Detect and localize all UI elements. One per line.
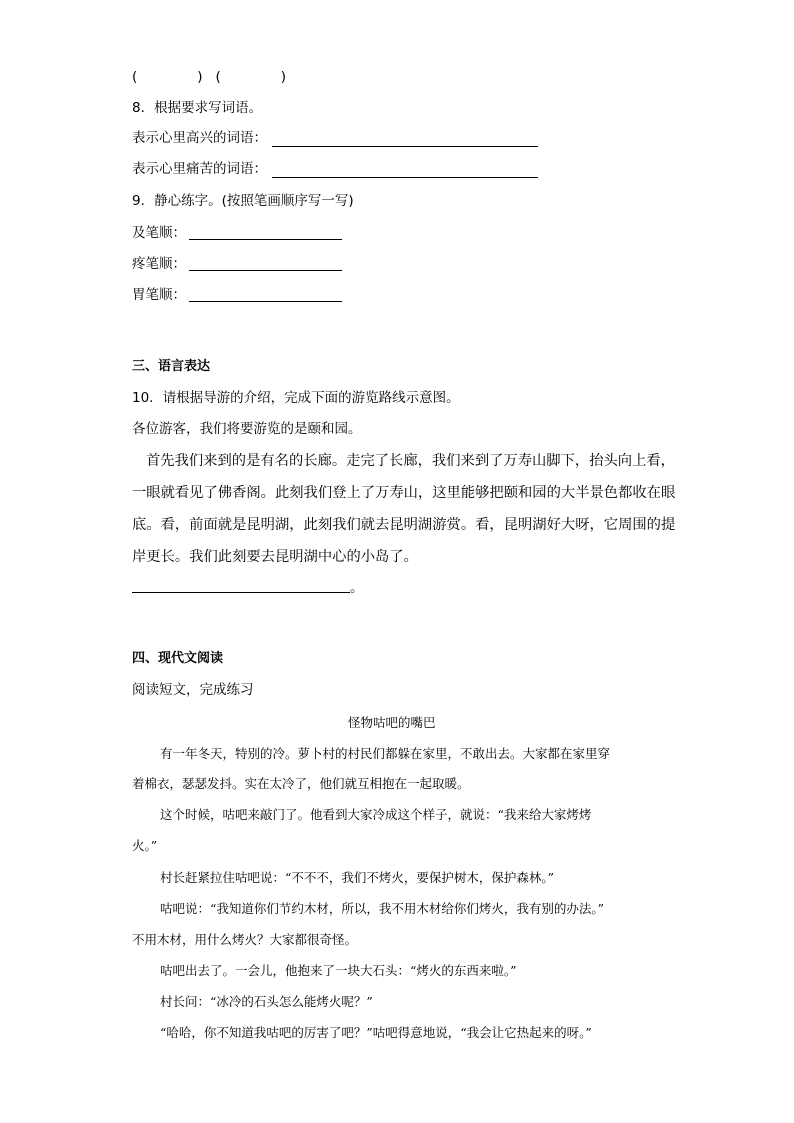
story-line: 村长赶紧拉住咕吧说：“不不不，我们不烤火，要保护树木，保护森林。” xyxy=(160,870,555,885)
question-9-title: 9．静心练字。(按照笔画顺序写一写) xyxy=(132,193,354,209)
pain-words-blank[interactable] xyxy=(272,177,538,178)
stroke-order-blank-wei[interactable] xyxy=(189,301,342,302)
stroke-order-blank-teng[interactable] xyxy=(189,270,342,271)
section-4-heading: 四、现代文阅读 xyxy=(132,651,224,666)
story-line: 有一年冬天，特别的冷。萝卜村的村民们都躲在家里，不敢出去。大家都在家里穿 xyxy=(160,746,611,761)
story-line: 着棉衣，瑟瑟发抖。实在太冷了，他们就互相抱在一起取暖。 xyxy=(132,776,470,791)
question-8-title: 8．根据要求写词语。 xyxy=(132,100,263,116)
tour-paragraph-line: 岸更长。我们此刻要去昆明湖中心的小岛了。 xyxy=(132,549,418,565)
story-line: 不用木材，用什么烤火？大家都很奇怪。 xyxy=(132,932,358,947)
reading-instruction: 阅读短文，完成练习 xyxy=(132,682,254,698)
tour-paragraph-line: 首先我们来到的是有名的长廊。走完了长廊，我们来到了万寿山脚下，抬头向上看， xyxy=(146,453,675,469)
stroke-order-label-teng: 疼笔顺： xyxy=(132,256,186,272)
paren-open-1: ( xyxy=(132,69,138,85)
happy-words-label: 表示心里高兴的词语： xyxy=(132,130,267,146)
route-answer-blank[interactable] xyxy=(132,592,350,593)
happy-words-blank[interactable] xyxy=(272,146,538,147)
tour-paragraph-line: 一眼就看见了佛香阁。此刻我们登上了万寿山，这里能够把颐和园的大半景色都收在眼 xyxy=(132,485,676,501)
tour-intro: 各位游客，我们将要游览的是颐和园。 xyxy=(132,421,362,437)
paren-close-1: ) xyxy=(197,69,203,85)
story-line: 火。” xyxy=(132,838,158,853)
tour-paragraph-line: 底。看，前面就是昆明湖，此刻我们就去昆明湖游赏。看，昆明湖好大呀，它周围的提 xyxy=(132,517,676,533)
question-10-title: 10．请根据导游的介绍，完成下面的游览路线示意图。 xyxy=(132,390,460,406)
stroke-order-label-wei: 胃笔顺： xyxy=(132,287,186,303)
story-line: 这个时候，咕吧来敲门了。他看到大家冷成这个样子，就说：“我来给大家烤烤 xyxy=(160,807,592,822)
section-3-heading: 三、语言表达 xyxy=(132,359,211,374)
pain-words-label: 表示心里痛苦的词语： xyxy=(132,161,267,177)
paren-close-2: ) xyxy=(280,69,286,85)
paren-open-2: ( xyxy=(215,69,221,85)
route-answer-period: 。 xyxy=(350,580,364,596)
story-line: 咕吧说：“我知道你们节约木材，所以，我不用木材给你们烤火，我有别的办法。” xyxy=(160,901,605,916)
stroke-order-blank-ji[interactable] xyxy=(189,239,342,240)
story-title: 怪物咕吧的嘴巴 xyxy=(348,715,436,730)
answer-parentheses-row xyxy=(132,68,286,86)
stroke-order-label-ji: 及笔顺： xyxy=(132,225,186,241)
story-line: 咕吧出去了。一会儿，他抱来了一块大石头：“烤火的东西来啦。” xyxy=(160,963,517,978)
story-line: “哈哈，你不知道我咕吧的厉害了吧？”咕吧得意地说，“我会让它热起来的呀。” xyxy=(160,1025,592,1040)
story-line: 村长问：“冰冷的石头怎么能烤火呢？” xyxy=(160,994,373,1009)
